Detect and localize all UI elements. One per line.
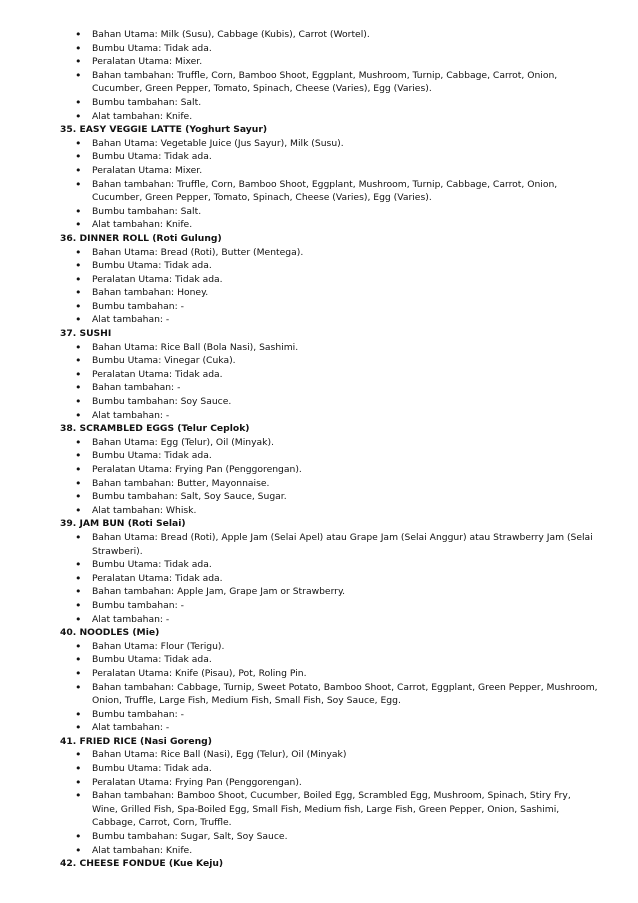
recipe-detail-item: • Peralatan Utama: Tidak ada. [92, 572, 598, 586]
recipe-title: 37. SUSHI [60, 328, 112, 340]
recipe-detail-item: • Bumbu tambahan: Salt. [92, 96, 598, 110]
recipe-detail-item: • Bumbu Utama: Tidak ada. [92, 449, 598, 463]
recipe-detail-item: • Peralatan Utama: Mixer. [92, 164, 598, 178]
recipe-detail-item: • Bumbu tambahan: Soy Sauce. [92, 395, 598, 409]
recipe-detail-item: • Alat tambahan: Knife. [92, 844, 598, 858]
recipe-detail-item: • Bumbu Utama: Vinegar (Cuka). [92, 354, 598, 368]
recipe-detail-item: • Peralatan Utama: Tidak ada. [92, 368, 598, 382]
recipe-detail-list [60, 341, 598, 423]
recipe-detail-item: • Bahan Utama: Rice Ball (Bola Nasi), Sashimi. [92, 341, 598, 355]
recipe-title: 40. NOODLES (Mie) [60, 627, 160, 639]
recipe-section [60, 28, 598, 123]
recipe-detail-list [60, 748, 598, 857]
recipe-detail-item: • Bahan tambahan: - [92, 381, 598, 395]
recipe-detail-item: • Alat tambahan: Knife. [92, 218, 598, 232]
recipe-detail-item: • Bahan tambahan: Apple Jam, Grape Jam or Strawberry. [92, 585, 598, 599]
recipe-section [60, 232, 598, 327]
recipe-detail-item: • Bumbu Utama: Tidak ada. [92, 653, 598, 667]
recipe-detail-item: • Bumbu Utama: Tidak ada. [92, 150, 598, 164]
recipe-title: 35. EASY VEGGIE LATTE (Yoghurt Sayur) [60, 124, 268, 136]
recipe-list [60, 28, 598, 871]
recipe-detail-item: • Bumbu tambahan: Salt. [92, 205, 598, 219]
recipe-detail-item: • Bumbu Utama: Tidak ada. [92, 259, 598, 273]
recipe-detail-item: • Bahan Utama: Bread (Roti), Apple Jam (Selai Apel) atau Grape Jam (Selai Anggur) atau Strawberry Jam (Selai Strawberi). [92, 531, 598, 558]
recipe-detail-list [60, 137, 598, 232]
recipe-detail-item: • Alat tambahan: - [92, 613, 598, 627]
recipe-title: 39. JAM BUN (Roti Selai) [60, 518, 186, 530]
recipe-detail-item: • Bahan Utama: Milk (Susu), Cabbage (Kubis), Carrot (Wortel). [92, 28, 598, 42]
recipe-detail-item: • Bumbu Utama: Tidak ada. [92, 762, 598, 776]
recipe-detail-list [60, 28, 598, 123]
recipe-detail-item: • Bahan tambahan: Truffle, Corn, Bamboo Shoot, Eggplant, Mushroom, Turnip, Cabbage, Carrot, Onion, Cucumber, Green Pepper, Tomato, Spinach, Cheese (Varies), Egg (Varies). [92, 69, 598, 96]
recipe-detail-item: • Bumbu tambahan: - [92, 599, 598, 613]
recipe-title: 42. CHEESE FONDUE (Kue Keju) [60, 858, 224, 870]
recipe-detail-item: • Bahan tambahan: Butter, Mayonnaise. [92, 477, 598, 491]
recipe-detail-item: • Bahan tambahan: Honey. [92, 286, 598, 300]
recipe-detail-item: • Peralatan Utama: Frying Pan (Penggorengan). [92, 463, 598, 477]
recipe-detail-list [60, 436, 598, 518]
recipe-detail-item: • Bahan Utama: Vegetable Juice (Jus Sayur), Milk (Susu). [92, 137, 598, 151]
recipe-detail-item: • Alat tambahan: - [92, 409, 598, 423]
recipe-detail-item: • Bumbu tambahan: Sugar, Salt, Soy Sauce. [92, 830, 598, 844]
recipe-detail-list [60, 531, 598, 626]
recipe-detail-item: • Peralatan Utama: Knife (Pisau), Pot, Roling Pin. [92, 667, 598, 681]
recipe-detail-item: • Alat tambahan: Whisk. [92, 504, 598, 518]
recipe-section [60, 626, 598, 735]
recipe-title: 38. SCRAMBLED EGGS (Telur Ceplok) [60, 423, 250, 435]
recipe-detail-item: • Bahan Utama: Flour (Terigu). [92, 640, 598, 654]
recipe-section [60, 735, 598, 857]
recipe-detail-list [60, 640, 598, 735]
recipe-detail-item: • Bahan Utama: Rice Ball (Nasi), Egg (Telur), Oil (Minyak) [92, 748, 598, 762]
recipe-detail-item: • Bumbu tambahan: Salt, Soy Sauce, Sugar. [92, 490, 598, 504]
recipe-detail-item: • Peralatan Utama: Tidak ada. [92, 273, 598, 287]
recipe-section [60, 857, 598, 871]
recipe-section [60, 517, 598, 626]
recipe-detail-item: • Bahan tambahan: Truffle, Corn, Bamboo Shoot, Eggplant, Mushroom, Turnip, Cabbage, Carrot, Onion, Cucumber, Green Pepper, Tomato, Spinach, Cheese (Varies), Egg (Varies). [92, 178, 598, 205]
recipe-detail-list [60, 246, 598, 328]
recipe-title: 41. FRIED RICE (Nasi Goreng) [60, 735, 212, 747]
recipe-detail-item: • Bumbu tambahan: - [92, 708, 598, 722]
recipe-detail-item: • Bahan Utama: Bread (Roti), Butter (Mentega). [92, 246, 598, 260]
recipe-section [60, 327, 598, 422]
recipe-detail-item: • Bumbu Utama: Tidak ada. [92, 558, 598, 572]
recipe-title: 36. DINNER ROLL (Roti Gulung) [60, 232, 222, 244]
recipe-section [60, 123, 598, 232]
recipe-detail-item: • Bumbu tambahan: - [92, 300, 598, 314]
recipe-detail-item: • Alat tambahan: Knife. [92, 110, 598, 124]
recipe-detail-item: • Alat tambahan: - [92, 313, 598, 327]
recipe-detail-item: • Peralatan Utama: Frying Pan (Penggorengan). [92, 776, 598, 790]
recipe-section [60, 422, 598, 517]
recipe-detail-item: • Bahan tambahan: Cabbage, Turnip, Sweet Potato, Bamboo Shoot, Carrot, Eggplant, Green Pepper, Mushroom, Onion, Truffle, Large Fish, Medium Fish, Small Fish, Soy Sauce, Egg. [92, 681, 598, 708]
recipe-detail-item: • Peralatan Utama: Mixer. [92, 55, 598, 69]
recipe-detail-item: • Bahan Utama: Egg (Telur), Oil (Minyak). [92, 436, 598, 450]
recipe-detail-item: • Bumbu Utama: Tidak ada. [92, 42, 598, 56]
recipe-detail-item: • Bahan tambahan: Bamboo Shoot, Cucumber, Boiled Egg, Scrambled Egg, Mushroom, Spinach, Stiry Fry, Wine, Grilled Fish, Spa-Boiled Egg, Small Fish, Medium fish, Large Fish, Green Pepper, Onion, Sashimi, Cabbage, Carrot, Corn, Truffle. [92, 789, 598, 830]
recipe-detail-item: • Alat tambahan: - [92, 721, 598, 735]
